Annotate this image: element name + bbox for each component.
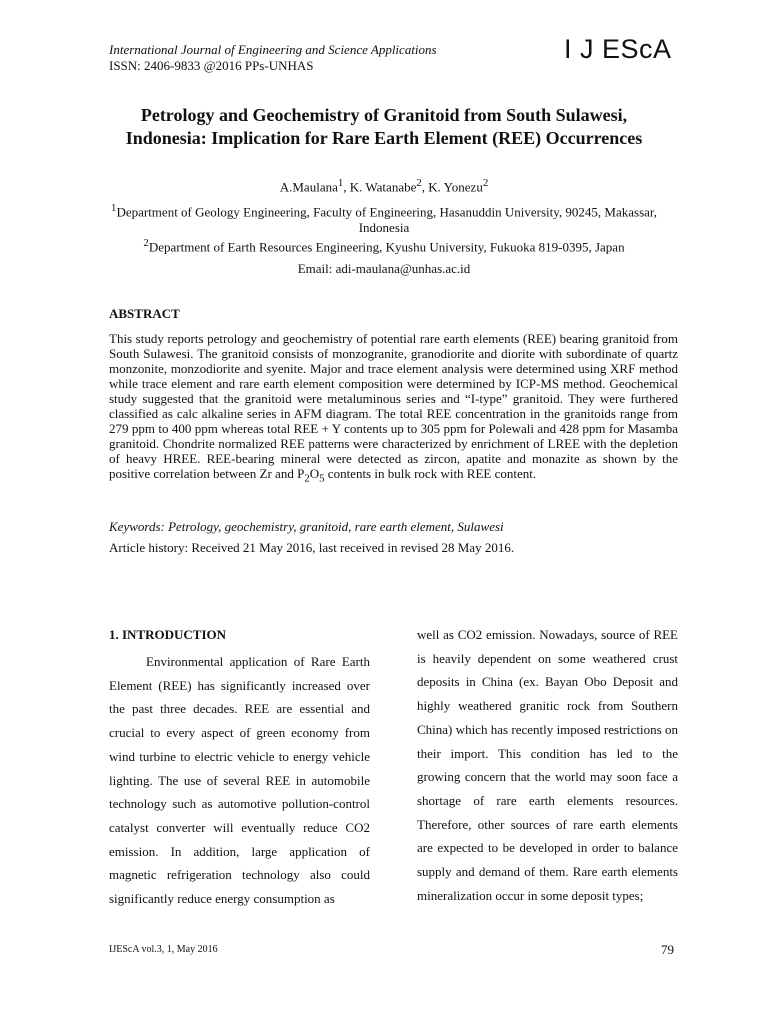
journal-name: International Journal of Engineering and Science Applications bbox=[109, 42, 437, 57]
author-name: , K. Watanabe bbox=[343, 179, 417, 195]
journal-logo-text: I J EScA bbox=[564, 34, 672, 64]
author-name: , K. Yonezu bbox=[421, 179, 483, 195]
issn-line: ISSN: 2406-9833 @2016 PPs-UNHAS bbox=[109, 58, 314, 73]
subscript: 2 bbox=[304, 472, 310, 485]
author-affiliation-mark: 1 bbox=[337, 177, 344, 189]
body-column-right bbox=[417, 623, 678, 907]
subscript: 5 bbox=[319, 472, 325, 485]
body-column-left bbox=[109, 626, 370, 911]
abstract-text: O bbox=[309, 466, 320, 481]
affiliation-2 bbox=[100, 237, 668, 255]
abstract-text: This study reports petrology and geochemistry of potential rare earth elements (REE) bearing granitoid from South Sulawesi. The granitoid consists of monzogranite, granodiorite and diorite with subordinate of quartz monzonite, monzodiorite and syenite. Major and trace element analysis were determined using XRF method while trace element and rare earth element composition were determined by ICP-MS method. Geochemical study suggested that the granitoid were metaluminous series and “I-type” granitoid. They were furthered classified as calc alkaline series in AFM diagram. The total REE concentration in the granitoids range from 279 ppm to 400 ppm whereas total REE + Y contents up to 305 ppm for Polewali and 428 ppm for Masamba granitoid. Chondrite normalized REE patterns were characterized by enrichment of LREE with the depletion of heavy HREE. REE-bearing mineral were detected as zircon, apatite and monazite as shown by the positive correlation between Zr and P bbox=[109, 331, 678, 481]
author-name: A.Maulana bbox=[279, 179, 338, 195]
article-title: Petrology and Geochemistry of Granitoid from South Sulawesi, Indonesia: Implication for Rare Earth Element (REE) Occurrences bbox=[125, 105, 643, 148]
footer-citation: IJEScA vol.3, 1, May 2016 bbox=[109, 944, 218, 955]
keywords-line: Keywords: Petrology, geochemistry, granitoid, rare earth element, Sulawesi bbox=[109, 519, 504, 534]
author-affiliation-mark: 2 bbox=[482, 177, 489, 189]
body-paragraph: well as CO2 emission. Nowadays, source of REE is heavily dependent on some weathered crust deposits in China (ex. Bayan Obo Deposit and highly weathered granitic rock from Southern China) which has recently imposed restrictions on their import. This condition has led to the growing concern that the world may soon face a shortage of rare earth elements resources. Therefore, other sources of rare earth elements are expected to be developed in order to balance supply and demand of them. Rare earth elements mineralization occur in some deposit types; bbox=[417, 627, 678, 903]
affiliation-text: Department of Earth Resources Engineering, Kyushu University, Fukuoka 819-0395, Japan bbox=[148, 239, 625, 255]
author-list bbox=[100, 177, 668, 195]
affiliation-mark: 2 bbox=[143, 237, 149, 249]
page-number: 79 bbox=[661, 942, 674, 957]
abstract-body bbox=[109, 331, 678, 487]
affiliation-1 bbox=[110, 200, 658, 236]
affiliation-text: Department of Geology Engineering, Faculty of Engineering, Hasanuddin University, 90245, Makassar, Indonesia bbox=[116, 204, 657, 236]
abstract-heading: ABSTRACT bbox=[109, 306, 180, 321]
abstract-text: contents in bulk rock with REE content. bbox=[324, 466, 537, 481]
affiliation-mark: 1 bbox=[111, 202, 117, 214]
body-paragraph: Environmental application of Rare Earth Element (REE) has significantly increased over the past three decades. REE are essential and crucial to every aspect of green economy from wind turbine to electric vehicle to energy vehicle lighting. The use of several REE in automobile technology such as automotive pollution-control catalyst converter will eventually reduce CO2 emission. In addition, large application of magnetic refrigeration technology also could significantly reduce energy consumption as bbox=[109, 654, 370, 907]
author-affiliation-mark: 2 bbox=[416, 177, 422, 189]
article-history: Article history: Received 21 May 2016, last received in revised 28 May 2016. bbox=[109, 540, 515, 555]
section-heading-introduction: 1. INTRODUCTION bbox=[109, 627, 227, 642]
corresponding-email: Email: adi-maulana@unhas.ac.id bbox=[297, 261, 471, 276]
